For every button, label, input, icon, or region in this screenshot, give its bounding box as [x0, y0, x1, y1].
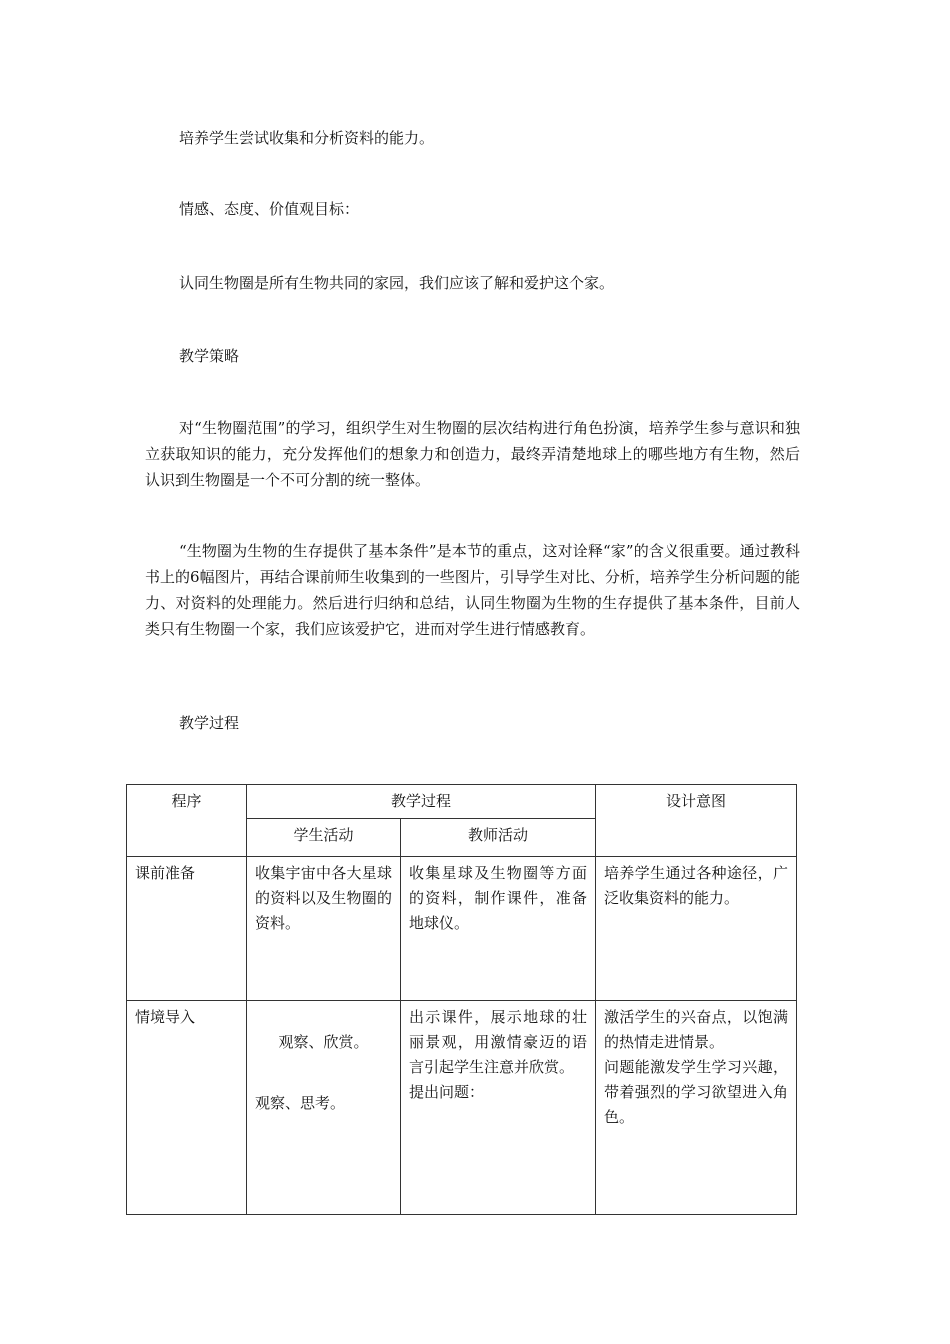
cell-student-activity: 收集宇宙中各大星球的资料以及生物圈的资料。 [247, 857, 401, 1001]
table-header-row [127, 785, 797, 819]
table-row [127, 857, 797, 1001]
student-activity-observe-enjoy: 观察、欣赏。 [278, 1033, 369, 1051]
header-student-activity: 学生活动 [247, 819, 401, 857]
paragraph-emotion-goal: 认同生物圈是所有生物共同的家园，我们应该了解和爱护这个家。 [179, 274, 615, 292]
header-teaching-process: 教学过程 [247, 785, 596, 819]
cell-student-activity [247, 1001, 401, 1215]
paragraph-strategy-focus: “生物圈为生物的生存提供了基本条件”是本节的重点，这对诠释“家”的含义很重要。通过教科书上的6幅图片，再结合课前师生收集到的一些图片，引导学生对比、分析，培养学生分析问题的能力、对资料的处理能力。然后进行归纳和总结，认同生物圈为生物的生存提供了基本条件，目前人类只有生物圈一个家，我们应该爱护它，进而对学生进行情感教育。 [145, 542, 800, 638]
header-procedure: 程序 [127, 785, 247, 857]
cell-design-intent: 培养学生通过各种途径，广泛收集资料的能力。 [596, 857, 797, 1001]
design-intent-activate: 激活学生的兴奋点，以饱满的热情走进情景。 [604, 1008, 789, 1051]
teaching-process-table [126, 784, 797, 1215]
student-activity-observe-think: 观察、思考。 [255, 1094, 346, 1112]
cell-procedure: 情境导入 [127, 1001, 247, 1215]
cell-procedure: 课前准备 [127, 857, 247, 1001]
paragraph-ability-goal: 培养学生尝试收集和分析资料的能力。 [179, 129, 435, 147]
paragraph-strategy-scope: 对“生物圈范围”的学习，组织学生对生物圈的层次结构进行角色扮演，培养学生参与意识和独立获取知识的能力，充分发挥他们的想象力和创造力，最终弄清楚地球上的哪些地方有生物，然后认识到生物圈是一个不可分割的统一整体。 [145, 419, 800, 489]
header-teacher-activity: 教师活动 [401, 819, 596, 857]
heading-teaching-process: 教学过程 [179, 714, 240, 732]
teacher-activity-show-courseware: 出示课件，展示地球的壮丽景观，用激情豪迈的语言引起学生注意并欣赏。 [409, 1008, 588, 1076]
design-intent-interest: 问题能激发学生学习兴趣，带着强烈的学习欲望进入角色。 [604, 1058, 789, 1126]
heading-teaching-strategy: 教学策略 [179, 347, 240, 365]
header-design-intent: 设计意图 [596, 785, 797, 857]
table-row [127, 1001, 797, 1215]
cell-teacher-activity: 收集星球及生物圈等方面的资料，制作课件，准备地球仪。 [401, 857, 596, 1001]
paragraph-emotion-goal-heading: 情感、态度、价值观目标： [179, 200, 360, 218]
teacher-activity-ask-question: 提出问题： [409, 1083, 485, 1101]
cell-teacher-activity [401, 1001, 596, 1215]
cell-design-intent [596, 1001, 797, 1215]
